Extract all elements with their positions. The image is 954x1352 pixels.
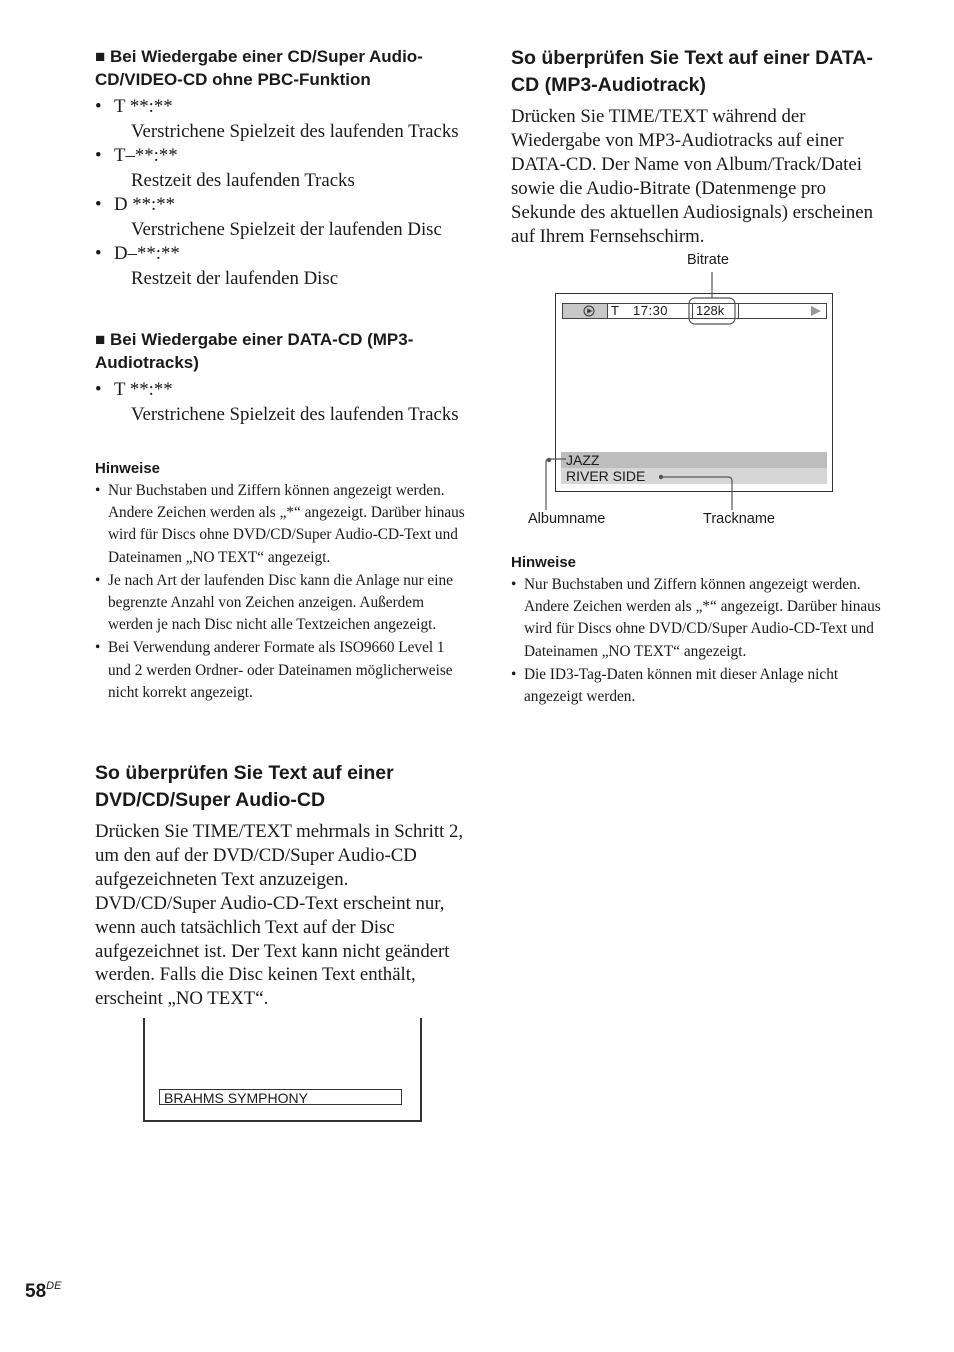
note-item: • Nur Buchstaben und Ziffern können angezeigt werden. Andere Zeichen werden als „*“ angezeigt. Darüber hinaus wird für Discs ohne DVD/CD/Super Audio-CD-Text und Dateinamen „NO TEXT“ angezeigt. (95, 482, 465, 566)
notes-list (511, 574, 886, 708)
list-item: • T–**:** Restzeit des laufenden Tracks (95, 144, 467, 193)
track-leader (661, 477, 732, 510)
status-mode: T (611, 303, 619, 318)
time-code: T **:** (114, 379, 173, 400)
time-code: D–**:** (114, 243, 180, 264)
notes-heading: Hinweise (511, 554, 577, 571)
dvd-text-body: Drücken Sie TIME/TEXT mehrmals in Schritt 2, um den auf der DVD/CD/Super Audio-CD aufgezeichneten Text anzuzeigen. DVD/CD/Super Audio-CD-Text erscheint nur, wenn auch tatsächlich Text auf der Disc aufgezeichnet ist. Der Text kann nicht geändert werden. Falls die Disc keinen Text enthält, erscheint „NO TEXT“. (95, 821, 464, 1010)
time-code-desc: Verstrichene Spielzeit des laufenden Tracks (131, 403, 459, 425)
label-albumname: Albumname (528, 511, 606, 527)
page-number-value: 58 (25, 1281, 47, 1302)
list-item: • D **:** Verstrichene Spielzeit der laufenden Disc (95, 193, 467, 242)
label-bitrate: Bitrate (687, 252, 729, 268)
heading-mp3-text: So überprüfen Sie Text auf einer DATA-CD (MP3-Audiotrack) (511, 47, 873, 96)
page-language-suffix: DE (46, 1280, 62, 1292)
square-bullet-icon: ■ (95, 47, 106, 66)
time-code-desc: Restzeit des laufenden Tracks (131, 169, 355, 191)
label-trackname: Trackname (703, 511, 775, 527)
mp3-text-body: Drücken Sie TIME/TEXT während der Wiedergabe von MP3-Audiotracks auf einer DATA-CD. Der Name von Album/Track/Datei sowie die Audio-Bitrate (Datenmenge pro Sekunde des aktuellen Audiosignals) erscheinen auf Ihrem Fernsehschirm. (511, 106, 873, 247)
time-code: T–**:** (114, 145, 178, 166)
notes-heading: Hinweise (95, 460, 161, 477)
album-name: JAZZ (566, 452, 600, 468)
heading-data-cd-playback: ■ Bei Wiedergabe einer DATA-CD (MP3-Audiotracks) (95, 330, 414, 372)
list-item: • T **:** Verstrichene Spielzeit des laufenden Tracks (95, 378, 467, 427)
bitrate-highlight (689, 298, 735, 324)
note-item: • Bei Verwendung anderer Formate als ISO9660 Level 1 und 2 werden Ordner- oder Dateinamen möglicherweise nicht korrekt angezeigt. (95, 639, 453, 701)
heading-dvd-text: So überprüfen Sie Text auf einer DVD/CD/Super Audio-CD (95, 762, 394, 811)
track-name: RIVER SIDE (566, 468, 646, 484)
note-item: • Je nach Art der laufenden Disc kann die Anlage nur eine begrenzte Anzahl von Zeichen anzeigen. Außerdem werden je nach Disc nicht alle Textzeichen angezeigt. (95, 571, 453, 634)
heading-cd-playback: ■ Bei Wiedergabe einer CD/Super Audio-CD/VIDEO-CD ohne PBC-Funktion (95, 47, 423, 89)
page-number (25, 1281, 61, 1303)
square-bullet-icon: ■ (95, 330, 106, 349)
time-code: T **:** (114, 96, 173, 117)
time-code-desc: Verstrichene Spielzeit der laufenden Disc (131, 218, 442, 240)
notes-right (511, 554, 886, 709)
status-time: 17:30 (633, 303, 669, 318)
status-bitrate: 128k (696, 303, 725, 318)
list-item: • D–**:** Restzeit der laufenden Disc (95, 242, 467, 291)
time-code-desc: Verstrichene Spielzeit des laufenden Tracks (131, 120, 459, 142)
album-leader (546, 459, 566, 510)
time-code-desc: Restzeit der laufenden Disc (131, 267, 339, 289)
note-item: • Nur Buchstaben und Ziffern können angezeigt werden. Andere Zeichen werden als „*“ angezeigt. Darüber hinaus wird für Discs ohne DVD/CD/Super Audio-CD-Text und Dateinamen „NO TEXT“ angezeigt. (511, 576, 881, 660)
list-item: • T **:** Verstrichene Spielzeit des laufenden Tracks (95, 95, 467, 144)
time-code: D **:** (114, 194, 176, 215)
screen-text-box: BRAHMS SYMPHONY (159, 1089, 402, 1105)
note-item: • Die ID3-Tag-Daten können mit dieser Anlage nicht angezeigt werden. (511, 665, 839, 706)
